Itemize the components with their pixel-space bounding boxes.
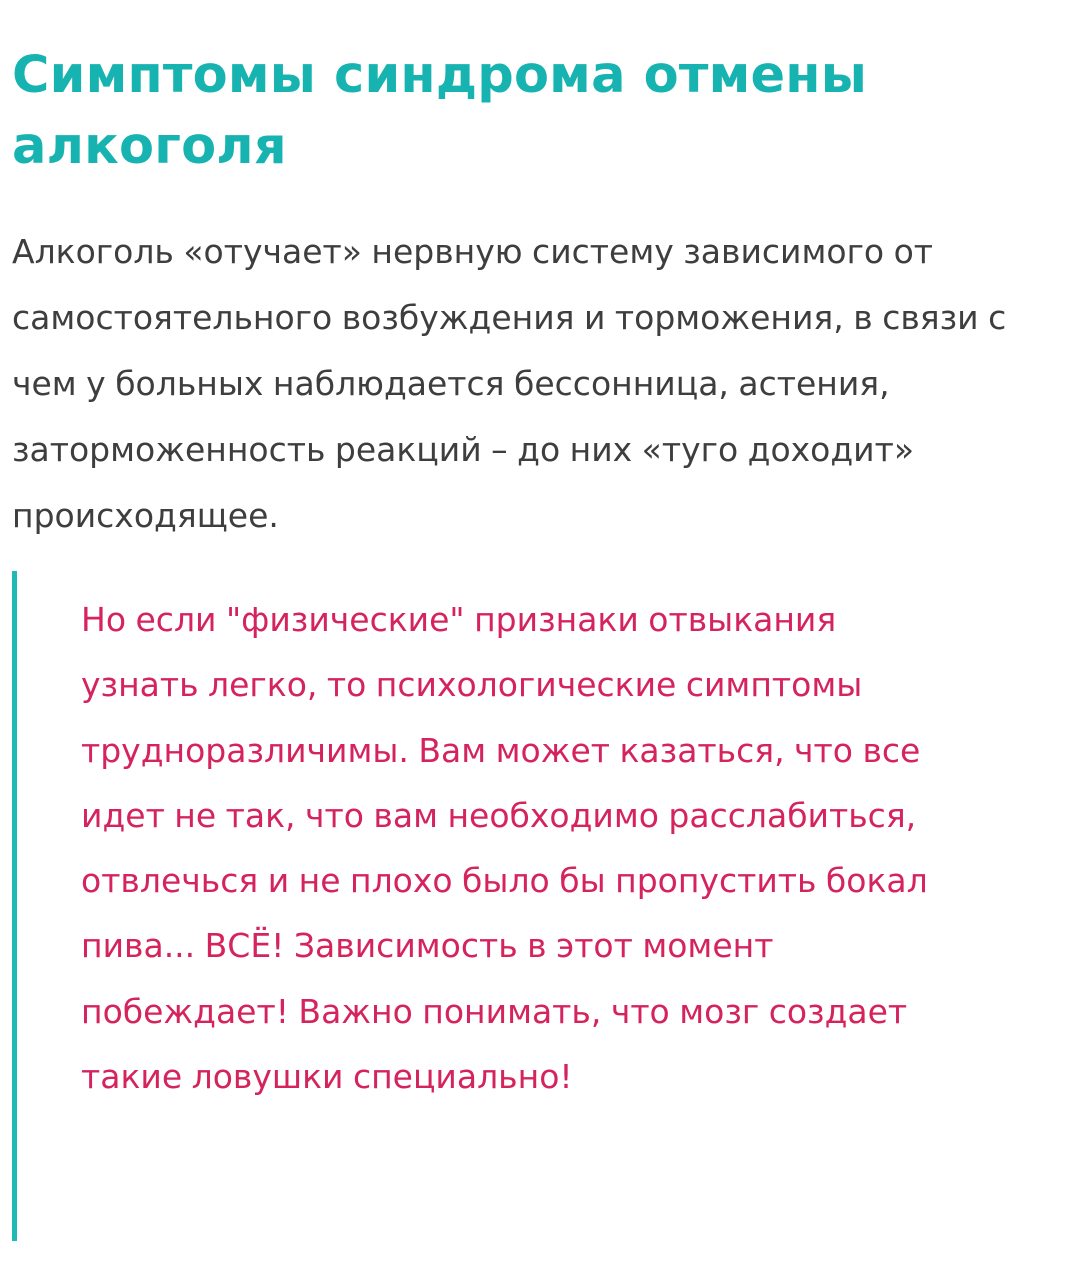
blockquote-text: Но если "физические" признаки отвыкания узнать легко, то психологические симптомы трудноразличимы. Вам может казаться, что все идет не так, что вам необходимо расслабиться, отвлечься и не плохо было бы пропустить бокал пива... ВСЁ! Зависимость в этот момент побеждает! Важно понимать, что мозг создает такие ловушки специально!	[81, 600, 928, 1097]
article-heading: Симптомы синдрома отмены алкоголя	[12, 46, 868, 176]
article-paragraph: Алкоголь «отучает» нервную систему зависимого от самостоятельного возбуждения и торможения, в связи с чем у больных наблюдается бессонница, астения, заторможенность реакций – до них «туго доходит» происходящее.	[12, 232, 1007, 535]
blockquote	[12, 571, 1012, 1241]
